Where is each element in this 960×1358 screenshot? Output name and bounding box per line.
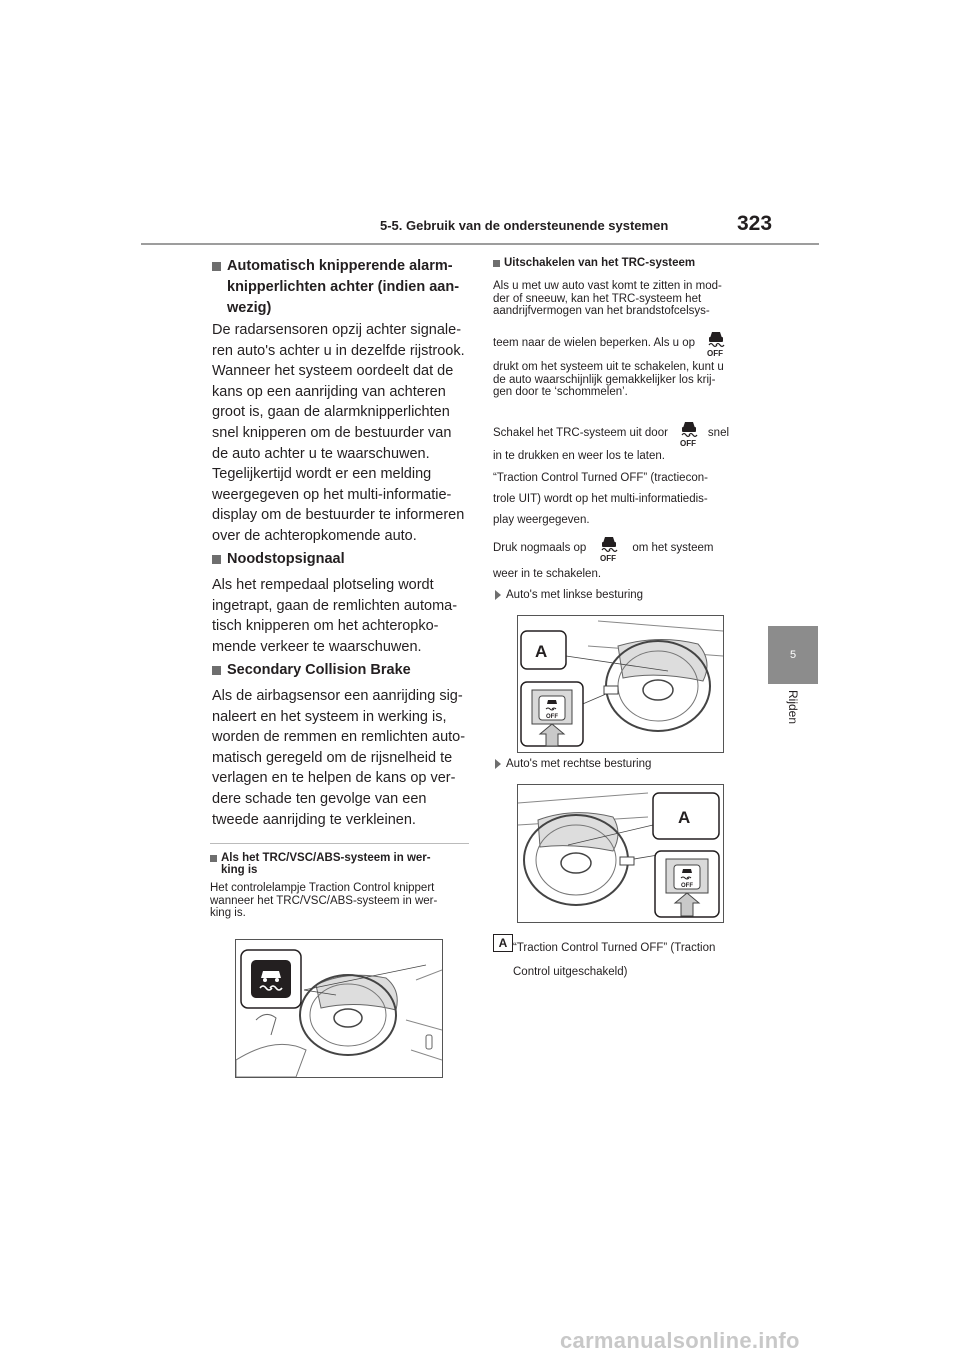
section-title: 5-5. Gebruik van de ondersteunende systemen: [380, 218, 669, 233]
square-bullet-icon: [493, 260, 500, 267]
text-line: snel: [707, 427, 730, 439]
text-line: “Traction Control Turned OFF” (Traction: [513, 942, 716, 954]
watermark: carmanualsonline.info: [560, 1328, 800, 1353]
callout-badge: A: [493, 934, 513, 952]
callout-letter: A: [678, 808, 691, 827]
heading-line: Automatisch knipperende alarm-: [227, 258, 453, 274]
text-line: groot is, gaan de alarmknipperlichten: [212, 404, 450, 421]
text-line: Tegelijkertijd wordt er een melding: [212, 466, 432, 483]
chapter-title: Rijden: [786, 690, 800, 725]
paragraph-trc-message: [493, 468, 708, 531]
text-line: aandrijfvermogen van het brandstofcelsys-: [493, 305, 710, 317]
text-line: Als u met uw auto vast komt te zitten in mod-: [493, 280, 722, 292]
off-label: OFF: [681, 883, 693, 889]
rhd-caption: [495, 758, 651, 770]
chapter-tab: [768, 626, 818, 684]
text-line: dere schade ten gevolge van een: [212, 790, 427, 807]
text-line: Control uitgeschakeld): [513, 966, 628, 978]
lhd-caption: [495, 589, 643, 601]
heading-secondary-collision: [212, 660, 470, 681]
text-line: kans op een aanrijding van achteren: [212, 383, 446, 400]
text-line: weergegeven op het multi-informatie-: [212, 486, 452, 503]
illustration-rhd: [517, 784, 724, 923]
square-bullet-icon: [212, 666, 221, 675]
section-divider: [210, 843, 469, 844]
text-line: in te drukken en weer los te laten.: [493, 450, 665, 462]
text-line: Druk nogmaals op: [493, 542, 587, 554]
square-bullet-icon: [210, 855, 217, 862]
heading-line: Als het TRC/VSC/ABS-systeem in wer-: [221, 852, 431, 864]
trc-off-button-icon: [676, 419, 702, 447]
text-line: gen door te ‘schommelen’.: [493, 386, 628, 398]
line-with-icon: [493, 418, 763, 448]
text-line: snel knipperen om de bestuurder van: [212, 424, 452, 441]
text-line: matisch geregeld om de rijsnelheid te: [212, 749, 453, 766]
heading-text: Noodstopsignaal: [227, 551, 345, 567]
dashboard-drawing: [236, 940, 442, 1077]
heading-disable-trc: [493, 257, 753, 269]
legend-a: [493, 934, 513, 952]
illustration-lhd: [517, 615, 724, 753]
paragraph-secondary-collision: [212, 686, 470, 830]
header-rule: [141, 243, 819, 245]
text-line: weer in te schakelen.: [493, 568, 602, 580]
paragraph-disable-trc: [493, 280, 753, 318]
text-line: Als het rempedaal plotseling wordt: [212, 577, 434, 593]
heading-text: Secondary Collision Brake: [227, 662, 411, 678]
text-line: trole UIT) wordt op het multi-informatiedis-: [493, 493, 708, 505]
text-line: Als de airbagsensor een aanrijding sig-: [212, 688, 463, 704]
heading-text: Uitschakelen van het TRC-systeem: [504, 257, 696, 269]
text-line: over de achteropkomende auto.: [212, 527, 417, 544]
off-label: OFF: [679, 439, 696, 447]
line-with-icon: [493, 328, 763, 358]
line-with-icon: [493, 533, 763, 563]
text-line: worden de remmen en remlichten auto-: [212, 729, 466, 746]
square-bullet-icon: [212, 555, 221, 564]
chapter-label: [773, 690, 813, 740]
paragraph-emergency-stop: [212, 575, 470, 657]
off-label: OFF: [600, 554, 617, 562]
paragraph-disable-trc-cont: [493, 361, 753, 399]
paragraph-auto-hazard: [212, 320, 470, 547]
text-line: om het systeem: [632, 542, 714, 554]
text-line: king is.: [210, 907, 246, 919]
chapter-number: 5: [789, 649, 797, 661]
trc-off-button-icon: [596, 534, 622, 562]
paragraph-trc-active: [210, 882, 472, 920]
heading-line: king is: [221, 864, 258, 876]
text-line: tweede aanrijding te verkleinen.: [212, 811, 416, 828]
text-line: drukt om het systeem uit te schakelen, kunt u: [493, 361, 724, 373]
heading-emergency-stop: [212, 549, 470, 570]
text-line: Wanneer het systeem oordeelt dat de: [212, 363, 454, 380]
text-line: Het controlelampje Traction Control knippert: [210, 882, 435, 894]
heading-trc-active: [210, 852, 472, 876]
lhd-drawing: [518, 616, 723, 752]
rhd-drawing: [518, 785, 723, 922]
text-line: tisch knipperen om het achteropko-: [212, 618, 439, 635]
text-line: mende verkeer te waarschuwen.: [212, 638, 422, 655]
trc-off-button-icon: [703, 329, 729, 357]
text-line: play weergegeven.: [493, 514, 590, 526]
page-number: 323: [737, 212, 773, 235]
heading-auto-hazard: [212, 256, 470, 319]
text-line: Schakel het TRC-systeem uit door: [493, 427, 668, 439]
text-line: verlagen en te helpen de kans op ver-: [212, 770, 456, 787]
legend-text: [513, 936, 715, 984]
heading-line: wezig): [227, 300, 272, 316]
text-line: teem naar de wielen beperken. Als u op: [493, 337, 696, 349]
text-line: der of sneeuw, kan het TRC-systeem het: [493, 292, 702, 305]
caption-text: Auto's met linkse besturing: [506, 589, 644, 601]
text-line: wanneer het TRC/VSC/ABS-systeem in wer-: [210, 894, 438, 907]
text-line: ren auto's achter u in dezelfde rijstrook.: [212, 342, 465, 359]
caption-text: Auto's met rechtse besturing: [506, 758, 652, 770]
square-bullet-icon: [212, 262, 221, 271]
callout-letter: A: [535, 642, 548, 661]
off-label: OFF: [707, 349, 724, 357]
triangle-arrow-icon: [495, 759, 501, 769]
text-line: de auto waarschijnlijk gemakkelijker los krij-: [493, 373, 716, 386]
heading-line: knipperlichten achter (indien aan-: [227, 279, 460, 295]
text-line: naleert en het systeem in werking is,: [212, 708, 447, 725]
text-line: ingetrapt, gaan de remlichten automa-: [212, 597, 458, 614]
illustration-indicator-cluster: [235, 939, 443, 1078]
text-line: De radarsensoren opzij achter signale-: [212, 322, 462, 338]
text-line: de auto achter u te waarschuwen.: [212, 445, 430, 462]
off-label: OFF: [546, 714, 558, 720]
text-line: “Traction Control Turned OFF” (tractiecon-: [493, 472, 708, 484]
triangle-arrow-icon: [495, 590, 501, 600]
text-line: display om de bestuurder te informeren: [212, 507, 465, 524]
